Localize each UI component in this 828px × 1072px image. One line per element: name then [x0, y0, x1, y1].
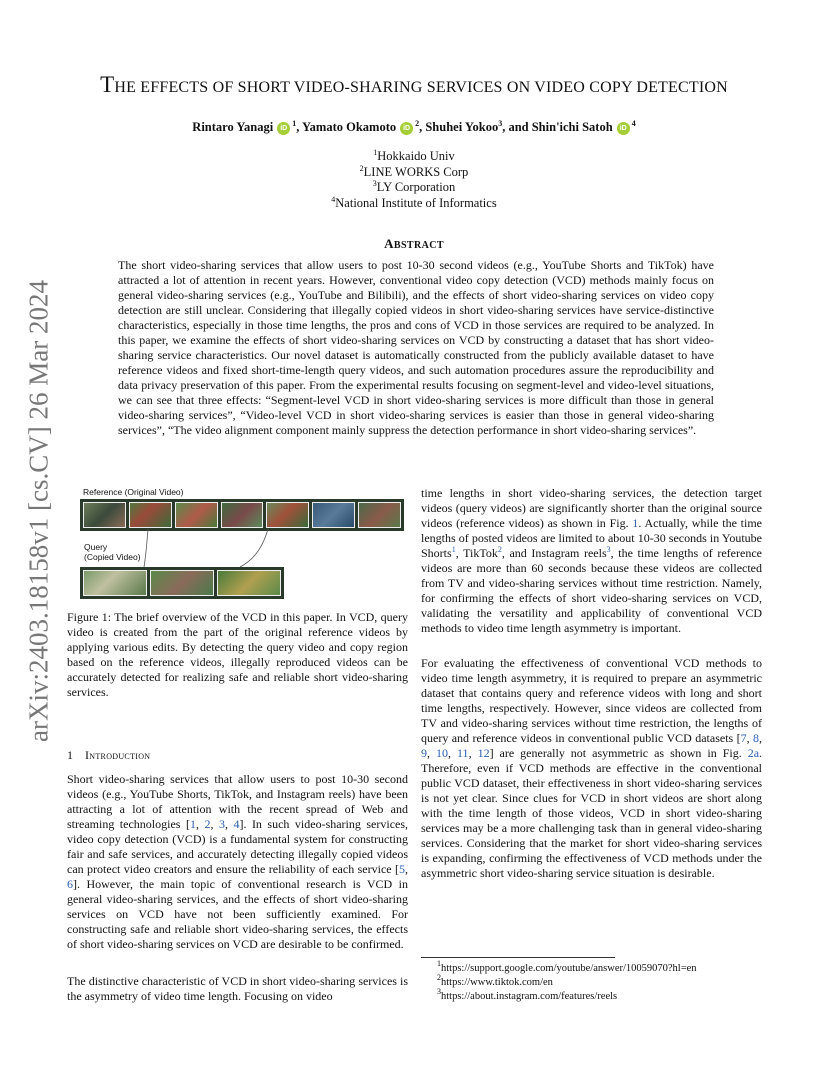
arxiv-stamp-text: arXiv:2403.18158v1 [cs.CV] 26 Mar 2024 — [23, 280, 54, 742]
citation-link: 10 — [436, 746, 448, 760]
author-name: Yamato Okamoto — [302, 120, 397, 134]
affiliation — [0, 149, 828, 165]
footnote-mark: 3 — [606, 545, 611, 554]
author-name: Shuhei Yokoo — [425, 120, 499, 134]
query-video-strip — [80, 567, 284, 599]
author-name: Rintaro Yanagi — [192, 120, 274, 134]
right-paragraph-2: For evaluating the effectiveness of conventional VCD methods to video time length asymmetry, it is required to prepare an asymmetric dataset that contains query and reference videos with long and short time lengths, respectively. However, since videos are collected from TV and video-sharing services without time restriction, the lengths of query and reference videos in conventional public VCD datasets [7, 8, 9, 10, 11, 12] are generally not asymmetric as shown in Fig. 2a. Therefore, even if VCD methods are effective in the conventional public VCD dataset, their effectiveness in short video-sharing services is not yet clear. Since clues for VCD in short videos are short along with the time length of those videos, VCD in short video-sharing services may be a more challenging task than in general video-sharing services. Considering that the market for short video-sharing services is expanding, confirming the effectiveness of VCD methods under the asymmetric short video-sharing service situation is desirable. — [421, 656, 763, 880]
video-frame — [217, 570, 281, 596]
author-affil-mark: 1 — [292, 119, 297, 128]
intro-paragraph-1: Short video-sharing services that allow users to post 10-30 second videos (e.g., YouTube Shorts, TikTok, and Instagram reels) have been attracting a lot of attention with the recent spread of Web and streaming technologies [1, 2, 3, 4]. In such video-sharing services, video copy detection (VCD) is a fundamental system for constructing fair and safe services, and accurately detecting illegally copied videos can protect video creators and ensure the reliability of each service [5, 6]. However, the main topic of conventional research is VCD in general video-sharing services, and the effects of short video-sharing services on VCD have not been sufficiently examined. For constructing safe and reliable short video-sharing services, the effects of short video-sharing services on VCD are desirable to be confirmed. — [67, 772, 409, 951]
footnote — [437, 987, 697, 1004]
author-separator: , and — [502, 120, 532, 134]
abstract-rest: BSTRACT — [393, 240, 444, 251]
footnote — [437, 959, 697, 976]
citation-link: 2 — [204, 817, 211, 831]
affiliation — [0, 165, 828, 181]
footnote-number: 3 — [437, 987, 441, 996]
orcid-icon: iD — [617, 122, 630, 135]
abstract-initial: A — [384, 236, 394, 251]
author-affil-mark: 2 — [415, 119, 420, 128]
affiliation-name: LY Corporation — [376, 180, 456, 194]
section-heading — [67, 748, 150, 763]
citation-link: 9 — [421, 746, 427, 760]
citation-link: 7 — [740, 731, 747, 745]
affiliation — [0, 196, 828, 212]
footnote-list — [437, 959, 697, 1004]
intro-paragraph-2: The distinctive characteristic of VCD in short video-sharing services is the asymmetry of video time length. Focusing on video — [67, 974, 408, 1003]
figure-1-caption: Figure 1: The brief overview of the VCD in this paper. In VCD, query video is created from the part of the original reference videos by applying various edits. By detecting the query video and copy region based on the reference videos, illegally reproduced videos can be accurately detected for realizing safe and reliable short video-sharing services. — [67, 610, 408, 699]
affiliation-mark: 1 — [373, 148, 378, 157]
right-paragraph-1: time lengths in short video-sharing services, the detection target videos (query videos) are significantly shorter than the original source videos (reference videos) as shown in Fig. 1. Actually, while the time lengths of posted videos are limited to about 10-30 seconds in Youtube Shorts$^1$, TikTok$^2$, and Instagram reels$^3$, the time lengths of reference videos are more than 60 seconds because these videos are collected from TV and video-sharing services without time restriction. Namely, for confirming the effects of short video-sharing services on VCD, validating the versatility and applicability of conventional VCD methods to video time length asymmetry is important. — [421, 486, 762, 635]
footnote-url: https://about.instagram.com/features/reels — [441, 991, 618, 1002]
figure-1 — [80, 485, 405, 600]
figure-query-label-line-2: (Copied Video) — [84, 552, 141, 562]
abstract-heading-text — [384, 236, 444, 251]
citation-link: 4 — [233, 817, 240, 831]
citation-link: 6 — [67, 877, 73, 891]
citation-link: 12 — [477, 746, 490, 760]
citation-link: 8 — [753, 731, 759, 745]
author-separator: , — [296, 120, 303, 134]
footnote-rule — [421, 957, 615, 958]
citation-link: 1 — [189, 817, 196, 831]
paper-title-text — [100, 73, 728, 97]
figure-reference-label: Reference (Original Video) — [83, 487, 184, 497]
affiliation-mark: 3 — [372, 179, 377, 188]
author-affil-mark: 3 — [498, 119, 503, 128]
footnote-mark: 2 — [497, 545, 502, 554]
title-rest: HE EFFECTS OF SHORT VIDEO-SHARING SERVICES ON VIDEO COPY DETECTION — [114, 79, 728, 96]
section-title: Introduction — [85, 748, 151, 762]
affiliation-mark: 2 — [359, 163, 364, 173]
orcid-icon: iD — [277, 122, 290, 135]
footnote-url: https://www.tiktok.com/en — [441, 977, 553, 988]
author-separator: , — [419, 120, 426, 134]
title-initial: T — [100, 72, 115, 97]
affiliation-name: LINE WORKS Corp — [363, 164, 469, 179]
arxiv-stamp — [16, 266, 62, 756]
footnote — [437, 973, 697, 990]
citation-link: 3 — [218, 817, 225, 831]
footnote-url: https://support.google.com/youtube/answer/10059070?hl=en — [441, 963, 697, 974]
affiliation-list — [0, 149, 828, 211]
affiliation-name: Hokkaido Univ — [377, 149, 455, 163]
citation-link: 11 — [457, 746, 469, 760]
abstract-heading — [0, 236, 828, 252]
abstract-body: The short video-sharing services that allow users to post 10-30 second videos (e.g., YouTube Shorts and TikTok) have attracted a lot of attention in recent years. However, conventional video copy detection (VCD) methods mainly focus on general video-sharing services (e.g., YouTube and Bilibili), and the effects of short video-sharing services on video copy detection are still unclear. Considering that illegally copied videos in short video-sharing services have service-distinctive characteristics, especially in those time lengths, the pros and cons of VCD in those services are required to be analyzed. In this paper, we examine the effects of short video-sharing services on VCD by constructing a dataset that has short video-sharing service characteristics. Our novel dataset is automatically constructed from the publicly available dataset to have reference videos and fixed short-time-length query videos, and such automation procedures assure the reproducibility and data privacy preservation of this paper. From the experimental results focusing on segment-level and video-level situations, we can see that three effects: “Segment-level VCD in short video-sharing services is more difficult than those in general video-sharing services”, “Video-level VCD in short video-sharing services is easier than those in general video-sharing services”, “The video alignment component mainly suppress the detection performance in short video-sharing services”. — [118, 258, 714, 437]
author-name: Shin'ichi Satoh — [531, 120, 613, 134]
video-frame — [150, 570, 214, 596]
video-frame — [83, 570, 147, 596]
author-affil-mark: 4 — [631, 119, 636, 128]
citation-link: 2a — [747, 746, 760, 760]
footnote-mark: 1 — [451, 545, 456, 554]
footnote-number: 2 — [437, 973, 441, 982]
orcid-icon: iD — [400, 122, 413, 135]
figure-query-label — [84, 542, 141, 562]
affiliation-name: National Institute of Informatics — [335, 195, 497, 210]
citation-link: 5 — [399, 862, 405, 876]
author-list — [0, 120, 828, 135]
section-number: 1 — [67, 748, 73, 762]
paper-title — [0, 72, 828, 98]
figure-query-label-line-1: Query — [84, 542, 108, 552]
citation-link: 1 — [632, 516, 639, 530]
affiliation-mark: 4 — [331, 194, 336, 204]
affiliation — [0, 180, 828, 196]
footnote-number: 1 — [437, 959, 441, 968]
